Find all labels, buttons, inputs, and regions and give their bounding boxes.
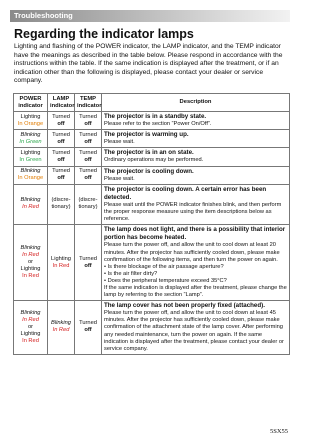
checklist-item: • Is the air filter dirty? xyxy=(104,270,158,277)
table-row xyxy=(14,225,290,301)
temp-cell: (discre- tionary) xyxy=(75,184,102,224)
table-row xyxy=(14,148,290,166)
lamp-cell: (discre- tionary) xyxy=(48,184,75,224)
page-number: 5SX55 xyxy=(270,428,289,435)
power-cell: Lighting In Orange xyxy=(14,112,48,130)
section-header-label: Troubleshooting xyxy=(14,11,73,20)
power-cell: Blinking In Red or Lighting In Red xyxy=(14,301,48,355)
temp-cell: Turned off xyxy=(75,148,102,166)
power-cell: Blinking In Red or Lighting In Red xyxy=(14,225,48,301)
power-cell: Blinking In Orange xyxy=(14,166,48,184)
header-temp: TEMP indicator xyxy=(75,94,102,112)
table-row xyxy=(14,301,290,355)
indicator-table xyxy=(13,93,290,355)
temp-cell: Turned off xyxy=(75,112,102,130)
lamp-cell: Blinking In Red xyxy=(48,301,75,355)
intro-paragraph: Lighting and flashing of the POWER indicator, the LAMP indicator, and the TEMP indicator have the meanings as described in the table below. Please respond in accordance with the instructions within the table. If the same indication is displayed after the treatment, or if an indication other than the following is displayed, please contact your dealer or service company. xyxy=(14,43,283,85)
lamp-cell: Turned off xyxy=(48,148,75,166)
section-header-bar xyxy=(10,10,290,22)
lamp-cell: Turned off xyxy=(48,112,75,130)
checklist-item: • Does the peripheral temperature exceed 35°C? xyxy=(104,277,227,284)
temp-cell: Turned off xyxy=(75,225,102,301)
page-title: Regarding the indicator lamps xyxy=(14,27,194,41)
header-description: Description xyxy=(102,94,290,112)
description-cell: The projector is cooling down. A certain error has been detected. Please wait until the POWER indicator finishes blink, and then perform the proper response measure using the item descriptions below as reference. xyxy=(102,184,290,224)
temp-cell: Turned off xyxy=(75,301,102,355)
description-cell: The lamp cover has not been properly fixed (attached). Please turn the power off, and allow the unit to cool down at least 45 minutes. After the projector has sufficiently cooled down, please make confirmation of the attachment state of the lamp cover. After performing any needed maintenance, turn the power on again. If the same indication is displayed after the treatment, please contact your dealer or service company. xyxy=(102,301,290,355)
description-cell: The projector is warming up. Please wait. xyxy=(102,130,290,148)
description-cell: The projector is cooling down. Please wait. xyxy=(102,166,290,184)
header-lamp: LAMP indicator xyxy=(48,94,75,112)
header-power: POWER indicator xyxy=(14,94,48,112)
temp-cell: Turned off xyxy=(75,130,102,148)
table-header-row xyxy=(14,94,290,112)
description-cell: The lamp does not light, and there is a possibility that interior portion has become heated. Please turn the power off, and allow the unit to cool down at least 20 minutes. After the projector has sufficiently cooled down, please make confirmation of the following items, and then turn the power on again. • Is there blockage of the air passage aperture? • Is the air filter dirty? • Does the peripheral temperature exceed 35°C? If the same indication is displayed after the treatment, please change the lamp by referring to the section “Lamp”. xyxy=(102,225,290,301)
lamp-cell: Lighting In Red xyxy=(48,225,75,301)
table-row xyxy=(14,166,290,184)
description-cell: The projector is in a standby state. Please refer to the section “Power On/Off”. xyxy=(102,112,290,130)
temp-cell: Turned off xyxy=(75,166,102,184)
power-cell: Lighting In Green xyxy=(14,148,48,166)
table-row xyxy=(14,112,290,130)
power-cell: Blinking In Green xyxy=(14,130,48,148)
power-cell: Blinking In Red xyxy=(14,184,48,224)
table-row xyxy=(14,130,290,148)
lamp-cell: Turned off xyxy=(48,130,75,148)
description-cell: The projector is in an on state. Ordinary operations may be performed. xyxy=(102,148,290,166)
checklist-item: • Is there blockage of the air passage aperture? xyxy=(104,263,224,270)
lamp-cell: Turned off xyxy=(48,166,75,184)
table-row xyxy=(14,184,290,224)
